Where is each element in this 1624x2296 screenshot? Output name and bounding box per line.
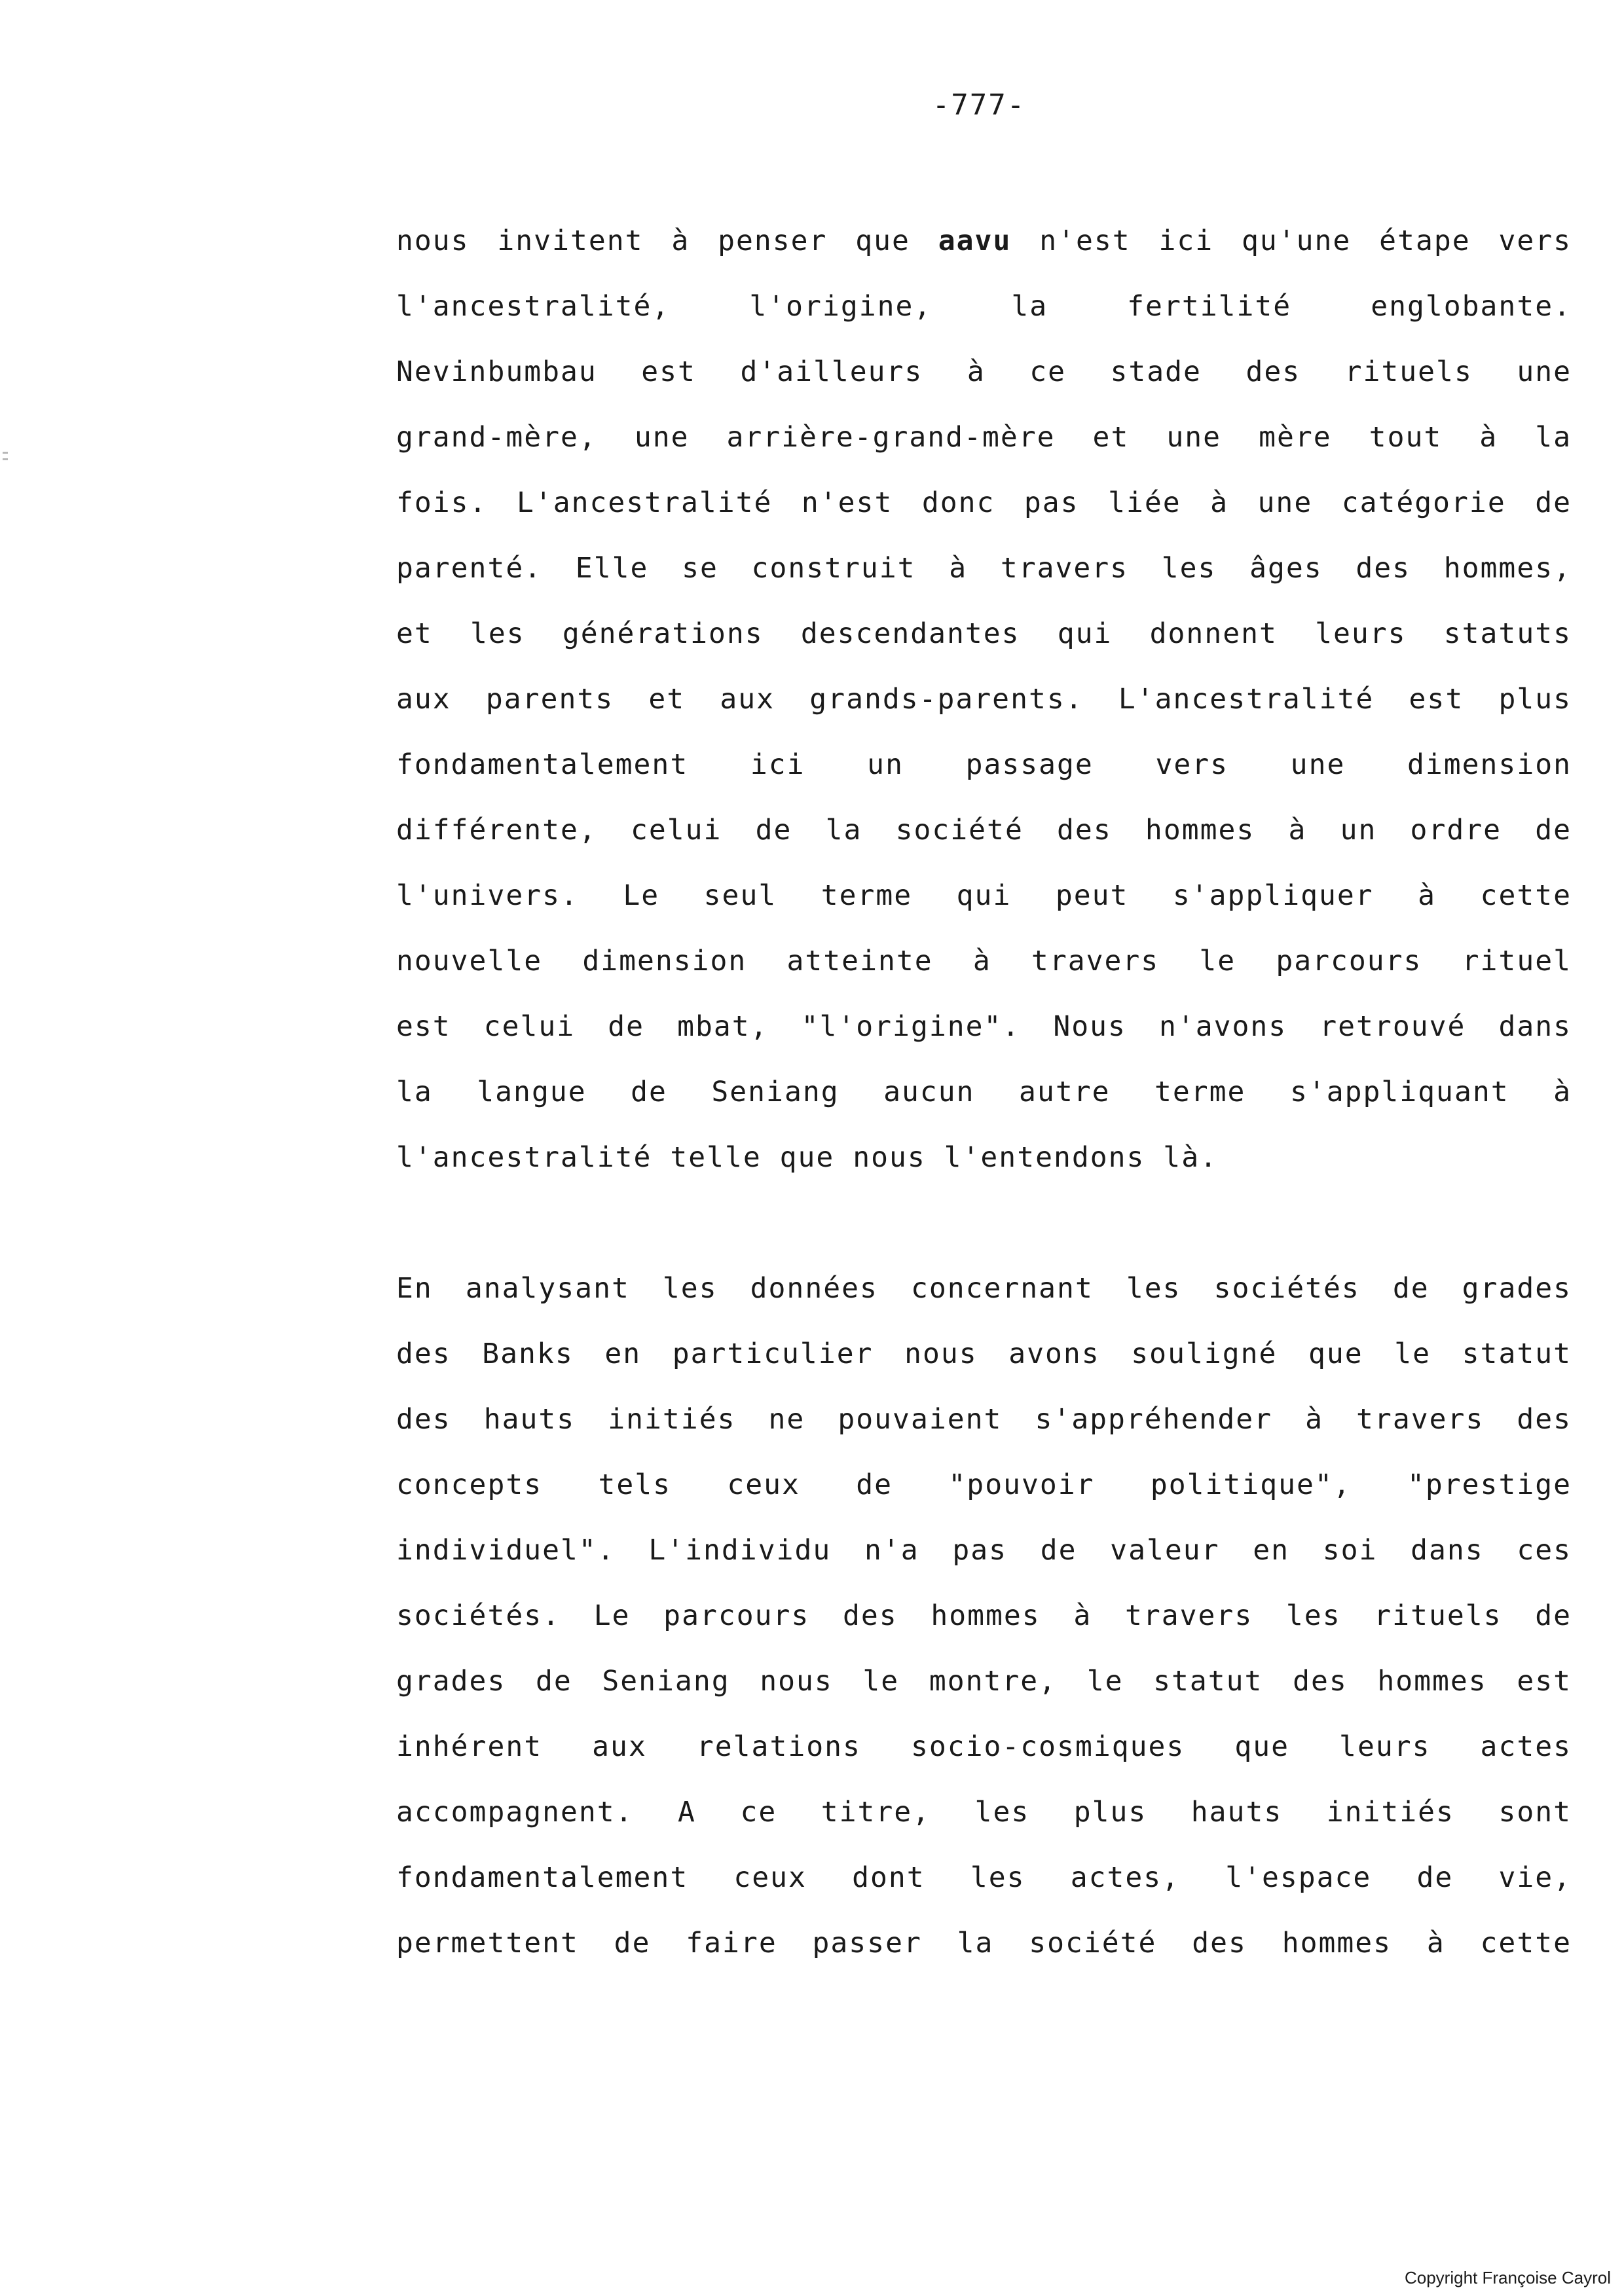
text-line: nous invitent à penser que aavu n'est ici qu'une étape vers bbox=[396, 225, 1572, 257]
text-line: parenté. Elle se construit à travers les âges des hommes, bbox=[396, 552, 1572, 585]
text-line: des Banks en particulier nous avons souligné que le statut bbox=[396, 1338, 1572, 1370]
text-line: nouvelle dimension atteinte à travers le parcours rituel bbox=[396, 945, 1572, 977]
text-line: l'ancestralité, l'origine, la fertilité englobante. bbox=[396, 290, 1572, 323]
text-line: aux parents et aux grands-parents. L'ancestralité est plus bbox=[396, 683, 1572, 716]
text-line: individuel". L'individu n'a pas de valeur en soi dans ces bbox=[396, 1534, 1572, 1567]
text-line: accompagnent. A ce titre, les plus hauts initiés sont bbox=[396, 1796, 1572, 1829]
scan-margin-mark bbox=[3, 458, 8, 460]
text-line: l'univers. Le seul terme qui peut s'appliquer à cette bbox=[396, 879, 1572, 912]
text-line: En analysant les données concernant les sociétés de grades bbox=[396, 1272, 1572, 1305]
paragraph-ancestrality bbox=[396, 208, 1572, 1190]
text-line: sociétés. Le parcours des hommes à travers les rituels de bbox=[396, 1599, 1572, 1632]
scan-margin-mark bbox=[3, 452, 8, 454]
text-line: la langue de Seniang aucun autre terme s'appliquant à bbox=[396, 1076, 1572, 1108]
text-line: fois. L'ancestralité n'est donc pas liée à une catégorie de bbox=[396, 486, 1572, 519]
text-line: inhérent aux relations socio-cosmiques que leurs actes bbox=[396, 1730, 1572, 1763]
text-line: concepts tels ceux de "pouvoir politique", "prestige bbox=[396, 1468, 1572, 1501]
text-line: permettent de faire passer la société des hommes à cette bbox=[396, 1927, 1572, 1959]
text-line: différente, celui de la société des hommes à un ordre de bbox=[396, 814, 1572, 847]
text-line: l'ancestralité telle que nous l'entendons là. bbox=[396, 1141, 1218, 1174]
text-line: et les générations descendantes qui donnent leurs statuts bbox=[396, 617, 1572, 650]
text-line: grand-mère, une arrière-grand-mère et une mère tout à la bbox=[396, 421, 1572, 454]
page-number: -777- bbox=[932, 88, 1026, 122]
text-line: fondamentalement ceux dont les actes, l'espace de vie, bbox=[396, 1861, 1572, 1894]
text-line: des hauts initiés ne pouvaient s'appréhender à travers des bbox=[396, 1403, 1572, 1436]
text-line: grades de Seniang nous le montre, le statut des hommes est bbox=[396, 1665, 1572, 1698]
term-aavu: aavu bbox=[938, 225, 1012, 257]
text-line: Nevinbumbau est d'ailleurs à ce stade des rituels une bbox=[396, 355, 1572, 388]
text-line: est celui de mbat, "l'origine". Nous n'avons retrouvé dans bbox=[396, 1010, 1572, 1043]
copyright-notice: Copyright Françoise Cayrol bbox=[1404, 2268, 1611, 2287]
text-line: fondamentalement ici un passage vers une dimension bbox=[396, 748, 1572, 781]
paragraph-grade-societies bbox=[396, 1256, 1572, 1976]
